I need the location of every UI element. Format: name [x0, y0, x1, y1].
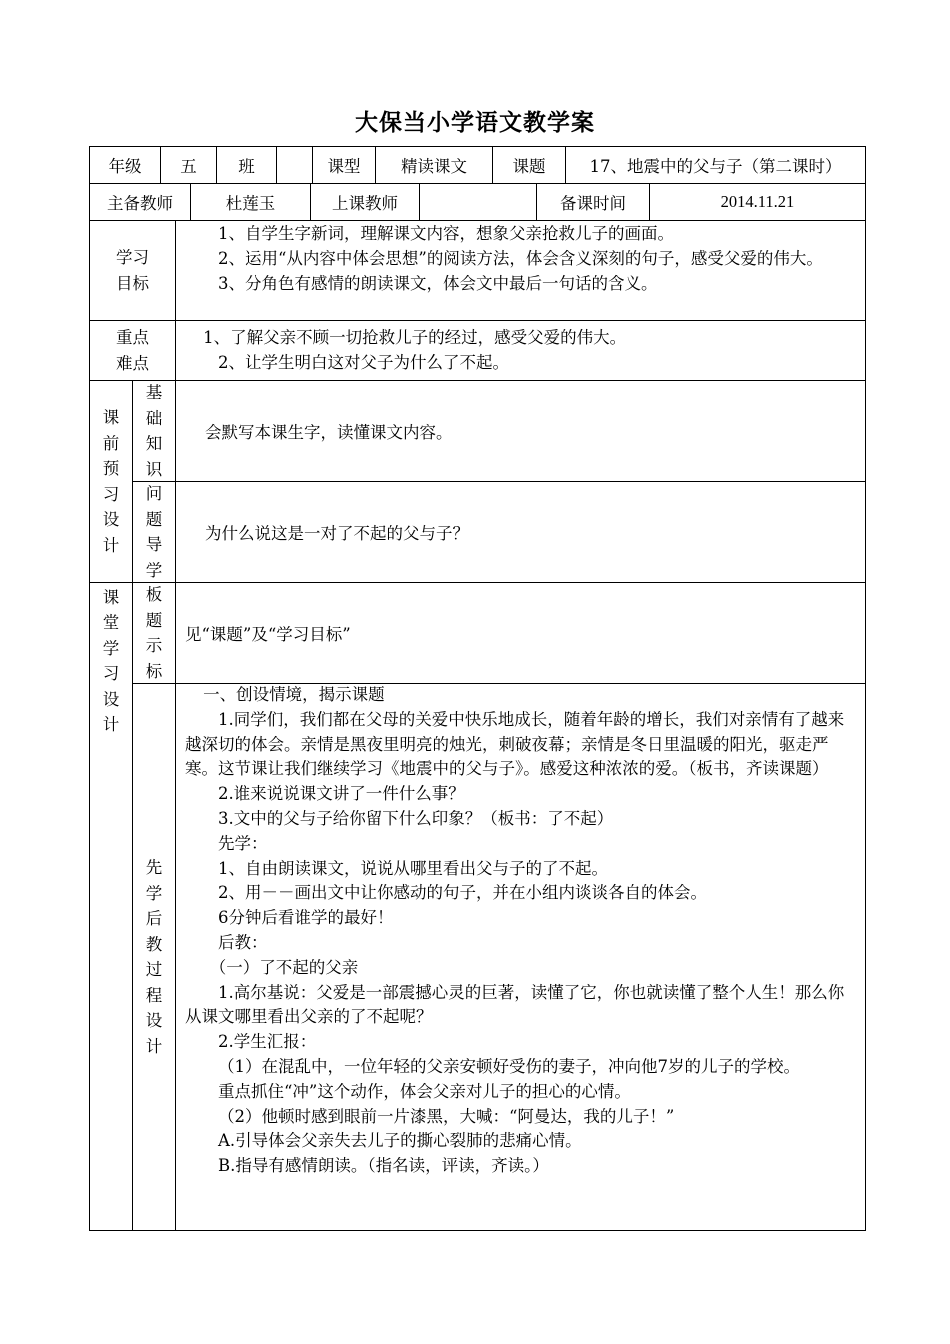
key-point-item: 2、让学生明白这对父子为什么了不起。 — [218, 352, 509, 372]
grade-label: 年级 — [108, 157, 142, 176]
key-point-item: 1、了解父亲不顾一切抢救儿子的经过，感受父爱的伟大。 — [203, 328, 627, 347]
objectives-label: 学习 目标 — [116, 248, 149, 293]
process-paragraph: 6分钟后看谁学的最好！ — [218, 908, 394, 928]
preview-label: 课 前 预 习 设 计 — [102, 408, 120, 555]
process-paragraph: B.指导有感情朗读。（指名读，评读，齐读。） — [218, 1156, 549, 1176]
objective-item: 1、自学生字新词，理解课文内容，想象父亲抢救儿子的画面。 — [218, 224, 674, 243]
process-paragraph: 2.学生汇报： — [218, 1032, 317, 1052]
process-label: 先 学 后 教 过 程 设 计 — [145, 858, 163, 1056]
class-value — [277, 147, 312, 183]
process-paragraph: （1）在混乱中，一位年轻的父亲安顿好受伤的妻子，冲向他7岁的儿子的学校。 — [218, 1056, 800, 1076]
teacher-label: 上课教师 — [332, 194, 398, 213]
guided-question-label: 问 题 导 学 — [145, 484, 163, 580]
guided-question-text: 为什么说这是一对了不起的父与子？ — [205, 524, 469, 543]
objective-item: 3、分角色有感情的朗读课文，体会文中最后一句话的含义。 — [218, 273, 658, 293]
process-content — [185, 683, 857, 1179]
lead-teacher-value: 杜莲玉 — [225, 194, 276, 213]
objectives-content — [185, 222, 857, 296]
key-points-label: 重点 难点 — [116, 328, 149, 373]
prep-time-label: 备课时间 — [560, 194, 626, 213]
process-paragraph: 后教： — [218, 932, 268, 952]
process-paragraph: 1、自由朗读课文，说说从哪里看出父与子的了不起。 — [218, 858, 608, 878]
teacher-value — [420, 184, 536, 220]
process-paragraph: 2.谁来说说课文讲了一件什么事？ — [218, 784, 465, 804]
objective-item: 2、运用“从内容中体会思想”的阅读方法，体会含义深刻的句子，感受父爱的伟大。 — [218, 248, 823, 268]
lead-teacher-label: 主备教师 — [107, 194, 173, 213]
board-label: 板 题 示 标 — [145, 585, 163, 681]
topic-label: 课题 — [512, 157, 546, 176]
process-paragraph: 2、用－－画出文中让你感动的句子，并在小组内谈谈各自的体会。 — [218, 883, 707, 903]
grade-value: 五 — [180, 157, 197, 176]
class-label: 班 — [238, 157, 255, 176]
page-title: 大保当小学语文教学案 — [355, 109, 595, 136]
topic-value: 17、地震中的父与子（第二课时） — [589, 157, 842, 176]
lesson-type-label: 课型 — [327, 157, 361, 176]
process-paragraph: 1.高尔基说：父爱是一部震撼心灵的巨著，读懂了它，你也就读懂了整个人生！那么你从课文哪里看出父亲的了不起呢？ — [185, 982, 845, 1027]
process-paragraph: 1.同学们，我们都在父母的关爱中快乐地成长，随着年龄的增长，我们对亲情有了越来越深切的体会。亲情是黑夜里明亮的烛光，刺破夜幕；亲情是冬日里温暖的阳光，驱走严寒。这节课让我们继续学习《地震中的父与子》。感爱这种浓浓的爱。（板书，齐读课题） — [185, 709, 845, 779]
board-text: 见“课题”及“学习目标” — [185, 625, 351, 644]
process-paragraph: （一）了不起的父亲 — [209, 957, 359, 977]
process-paragraph: 重点抓住“冲”这个动作，体会父亲对儿子的担心的心情。 — [218, 1081, 631, 1101]
classroom-label: 课 堂 学 习 设 计 — [102, 587, 120, 734]
process-paragraph: 3.文中的父与子给你留下什么印象？（板书：了不起） — [218, 808, 614, 828]
process-paragraph: A.引导体会父亲失去儿子的撕心裂肺的悲痛心情。 — [218, 1131, 582, 1151]
lesson-type-value: 精读课文 — [401, 157, 467, 176]
basic-knowledge-label: 基 础 知 识 — [145, 383, 163, 479]
process-heading: 一、创设情境，揭示课题 — [203, 685, 385, 704]
basic-knowledge-text: 会默写本课生字，读懂课文内容。 — [205, 423, 453, 442]
process-paragraph: 先学： — [218, 833, 268, 853]
process-paragraph: （2）他顿时感到眼前一片漆黑，大喊：“阿曼达，我的儿子！” — [218, 1106, 675, 1126]
key-points-content — [185, 326, 857, 376]
prep-time-value: 2014.11.21 — [720, 192, 795, 211]
